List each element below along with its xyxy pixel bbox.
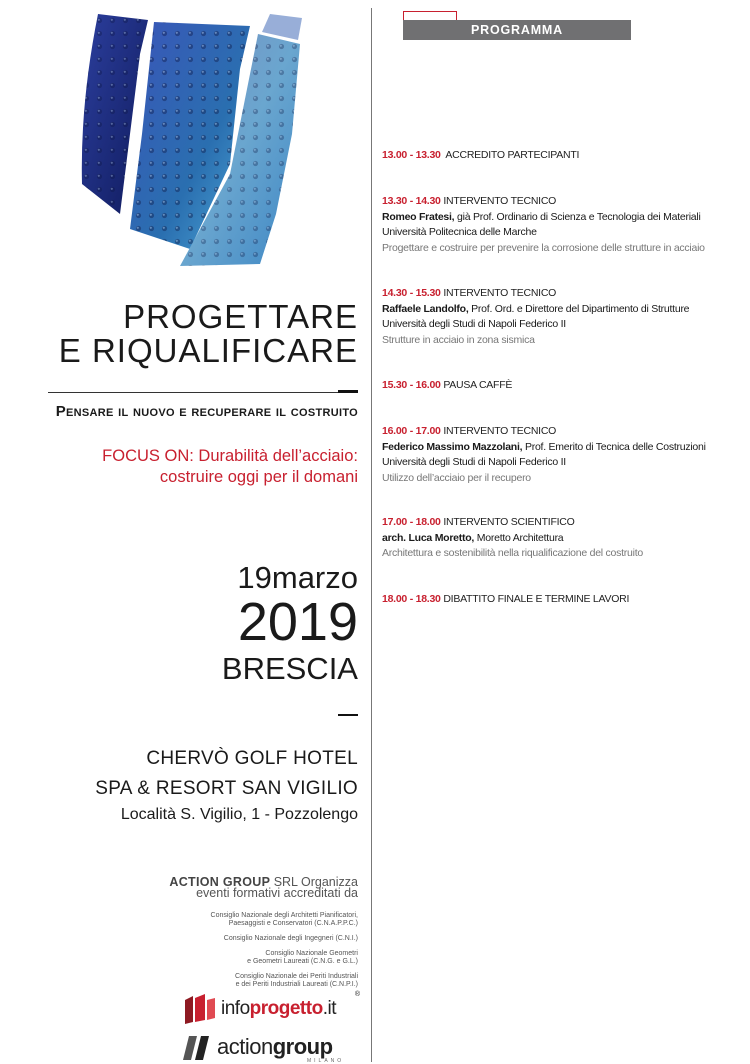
program-slot <box>382 286 746 348</box>
program-slot <box>382 592 746 608</box>
logo2-part-a: action <box>217 1034 273 1059</box>
slot-speaker <box>382 210 746 226</box>
speaker-role: già Prof. Ordinario di Scienza e Tecnologia dei Materiali <box>454 210 701 223</box>
logo2-sub: MILANO <box>307 1058 345 1064</box>
slot-time: 18.00 - 18.30 <box>382 593 441 605</box>
slot-title: INTERVENTO TECNICO <box>443 425 557 437</box>
slot-time: 16.00 - 17.00 <box>382 425 441 437</box>
title-line-1: PROGETTARE <box>123 298 358 335</box>
slot-title: ACCREDITO PARTECIPANTI <box>445 149 580 161</box>
event-city: BRESCIA <box>221 651 358 686</box>
accreditations <box>211 912 358 996</box>
speaker-role: Moretto Architettura <box>474 531 564 544</box>
slot-topic: Progettare e costruire per prevenire la corrosione delle strutture in acciaio <box>382 241 705 254</box>
speaker-role: Prof. Emerito di Tecnica delle Costruzioni <box>522 440 706 453</box>
slot-affiliation: Università degli Studi di Napoli Federico II <box>382 318 566 330</box>
organizer-rest: SRL Organizza <box>270 875 358 889</box>
infoprogetto-mark-icon <box>183 994 217 1024</box>
event-title <box>59 300 358 368</box>
speaker-name: Federico Massimo Mazzolani, <box>382 440 523 453</box>
registered-mark: ® <box>354 991 360 998</box>
organizer <box>169 877 358 899</box>
slot-title: INTERVENTO TECNICO <box>443 195 557 207</box>
accreditation-item: Consiglio Nazionale degli Ingegneri (C.N.I.) <box>223 935 358 942</box>
slot-time: 17.00 - 18.00 <box>382 516 441 528</box>
slot-title: PAUSA CAFFÈ <box>443 379 513 391</box>
organizer-name: ACTION GROUP <box>169 875 271 889</box>
hero-steel-image <box>80 14 305 269</box>
logo1-part-a: info <box>221 998 250 1019</box>
slot-time: 15.30 - 16.00 <box>382 379 441 391</box>
venue-address: Località S. Vigilio, 1 - Pozzolengo <box>120 806 358 823</box>
focus-line-2: costruire oggi per il domani <box>159 468 358 486</box>
date-day-month: 19marzo <box>237 560 358 595</box>
slot-topic: Architettura e sostenibilità nella riqualificazione del costruito <box>382 547 643 559</box>
logo1-part-b: progetto <box>249 998 323 1019</box>
slot-speaker <box>382 440 746 456</box>
focus-line-1: FOCUS ON: Durabilità dell’acciaio: <box>102 447 358 465</box>
program-slot <box>382 194 746 256</box>
actiongroup-logo <box>183 1034 360 1062</box>
organizer-line-2: eventi formativi accreditati da <box>196 886 358 900</box>
slot-speaker <box>382 302 746 318</box>
program-slot <box>382 378 746 394</box>
speaker-name: arch. Luca Moretto, <box>382 531 475 544</box>
date-divider <box>338 714 358 716</box>
infoprogetto-logo <box>183 991 360 1024</box>
actiongroup-mark-icon <box>183 1034 213 1062</box>
venue-line-2: SPA & RESORT SAN VIGILIO <box>95 778 358 799</box>
program-slot <box>382 515 746 562</box>
slot-speaker <box>382 531 746 547</box>
column-divider <box>371 8 372 1062</box>
slot-title: DIBATTITO FINALE E TERMINE LAVORI <box>443 593 630 605</box>
title-divider-accent <box>338 390 358 393</box>
program-slot <box>382 148 746 164</box>
speaker-name: Raffaele Landolfo, <box>382 302 469 315</box>
logo2-part-b: group <box>272 1034 333 1059</box>
accreditation-item: Consiglio Nazionale degli Architetti Pianificatori, Paesaggisti e Conservatori (C.N.A.P.P.C.) <box>210 912 358 927</box>
event-subtitle: Pensare il nuovo e recuperare il costruito <box>55 403 358 420</box>
slot-time: 13.00 - 13.30 <box>382 149 441 161</box>
venue-line-1: CHERVÒ GOLF HOTEL <box>146 748 358 769</box>
slot-title: INTERVENTO TECNICO <box>443 287 557 299</box>
speaker-name: Romeo Fratesi, <box>382 210 455 223</box>
slot-time: 13.30 - 14.30 <box>382 195 441 207</box>
title-line-2: E RIQUALIFICARE <box>58 332 358 369</box>
accreditation-item: Consiglio Nazionale Geometri e Geometri Laureati (C.N.G. e G.L.) <box>247 950 358 965</box>
focus-on <box>102 446 358 488</box>
accreditation-item: Consiglio Nazionale dei Periti Industriali e dei Periti Industriali Laureati (C.N.P.I.) <box>235 973 358 988</box>
title-divider <box>48 392 342 393</box>
date-year: 2019 <box>237 592 358 652</box>
slot-topic: Utilizzo dell’acciaio per il recupero <box>382 471 531 484</box>
slot-affiliation: Università Politecnica delle Marche <box>382 226 537 238</box>
slot-topic: Strutture in acciaio in zona sismica <box>382 333 535 346</box>
venue <box>95 744 358 804</box>
program-slot <box>382 424 746 486</box>
event-date <box>222 562 358 684</box>
slot-title: INTERVENTO SCIENTIFICO <box>443 516 575 528</box>
slot-affiliation: Università degli Studi di Napoli Federico II <box>382 456 566 468</box>
logo1-part-c: .it <box>322 998 336 1019</box>
slot-time: 14.30 - 15.30 <box>382 287 441 299</box>
program-header: PROGRAMMA <box>403 20 631 40</box>
speaker-role: Prof. Ord. e Direttore del Dipartimento di Strutture <box>468 302 690 315</box>
